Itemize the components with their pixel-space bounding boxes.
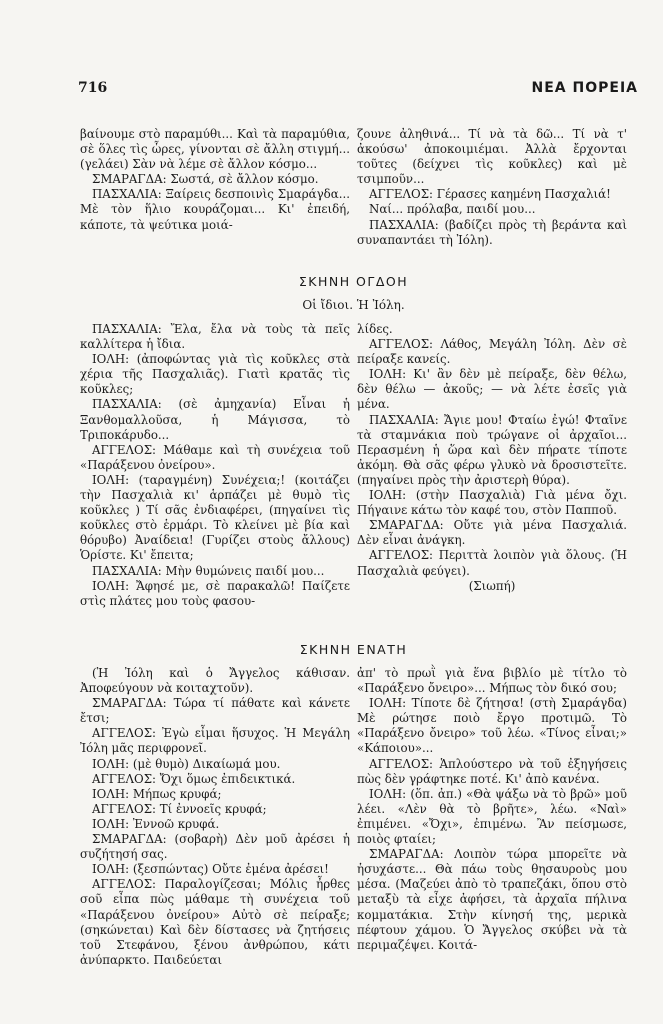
block1-right-column (357, 127, 627, 248)
paragraph: ΣΜΑΡΑΓΔΑ: Οὔτε γιὰ μένα Πασχαλιά. Δὲν εἶναι ἀνάγκη. (357, 518, 627, 548)
paragraph: ΑΓΓΕΛΟΣ: Ἁπλούστερο νὰ τοῦ ἐξηγήσεις πὼς δὲν γράφτηκε ποτέ. Κι' ἀπὸ κανένα. (357, 756, 627, 786)
paragraph: ΠΑΣΧΑΛΙΑ: Ξαίρεις δεσποινὶς Σμαράγδα... Μὲ τὸν ἥλιο κουράζομαι... Κι' ἐπειδή, κάποτε, τὰ ψεύτικα μοιά- (80, 187, 350, 232)
paragraph: ΣΜΑΡΑΓΔΑ: Τώρα τί πάθατε καὶ κάνετε ἔτσι; (80, 696, 350, 726)
paragraph: ΙΟΛΗ: Ἄφησέ με, σὲ παρακαλῶ! Παίζετε στὶς πλάτες μου τοὺς φασου- (80, 578, 350, 608)
paragraph: ΙΟΛΗ: (μὲ θυμὸ) Δικαίωμά μου. (92, 756, 281, 771)
paragraph: ΙΟΛΗ: Κι' ἂν δὲν μὲ πείραξε, δὲν θέλω, δὲν θέλω — ἀκοῦς; — νὰ λέτε ἐσεῖς γιὰ μένα. (357, 367, 627, 412)
paragraph: ΙΟΛΗ: (ἀποφώντας γιὰ τὶς κοῦκλες στὰ χέρια τῆς Πασχαλιᾶς). Γιατὶ κρατᾶς τὶς κοῦκλες; (80, 352, 350, 397)
paragraph: ΙΟΛΗ: (ὅπ. ἀπ.) «Θὰ ψάξω νὰ τὸ βρῶ» μοῦ λέει. «Λὲν θὰ τὸ βρῆτε», λέω. «Ναὶ» ἐπιμένει. «Ὄχι», ἐπιμένω. Ἂν πείσμωσε, ποιὸς φταίει; (357, 786, 627, 847)
paragraph: ἀπ' τὸ πρωῒ γιὰ ἕνα βιβλίο μὲ τίτλο τὸ «Παράξενο ὄνειρο»... Μήπως τὸν δικό σου; (357, 666, 627, 696)
paragraph: ΠΑΣΧΑΛΙΑ: Ἔλα, ἔλα νὰ τοὺς τὰ πεῖς καλλίτερα ἡ ἴδια. (80, 322, 350, 352)
paragraph: (Ἡ Ἰόλη καὶ ὁ Ἄγγελος κάθισαν. Ἀποφεύγουν νὰ κοιταχτοῦν). (80, 666, 350, 696)
paragraph: ΑΓΓΕΛΟΣ: Λάθος, Μεγάλη Ἰόλη. Δὲν σὲ πείραξε κανείς. (357, 337, 627, 367)
paragraph: λίδες. (357, 322, 393, 336)
running-title: ΝΕΑ ΠΟΡΕΙΑ (531, 80, 638, 96)
paragraph: ΙΟΛΗ: (στὴν Πασχαλιὰ) Γιὰ μένα ὄχι. Πήγαινε κάτω τὸν καφέ του, στὸν Παπποῦ. (357, 488, 627, 518)
paragraph: ΙΟΛΗ: Τίποτε δὲ ζήτησα! (στὴ Σμαράγδα) Μὲ ρώτησε ποιὸ ἔργο προτιμῶ. Τὸ «Παράξενο ὄνειρο» τοῦ λέω. «Τίνος εἶναι;» «Κάποιου»... (357, 696, 627, 756)
paragraph: ΣΜΑΡΑΓΔΑ: Λοιπὸν τώρα μπορεῖτε νὰ ἡσυχάστε... Θὰ πάω τοὺς θησαυροὺς μου μέσα. (Μαζεύει ἀπὸ τὸ τραπεζάκι, ὅπου στὸ μεταξὺ τὰ εἶχε ἀφήσει, τὰ ἀρχαῖα πήλινα κομματάκια. Στὴν κίνησή της, μερικὰ πέφτουν χάμου. Ὁ Ἄγγελος σκύβει νὰ τὰ περιμαζέψει. Κοιτά- (357, 847, 627, 952)
paragraph: ΑΓΓΕΛΟΣ: Μάθαμε καὶ τὴ συνέχεια τοῦ «Παράξενου ὀνείρου». (80, 442, 350, 472)
paragraph: ΑΓΓΕΛΟΣ: Περιττὰ λοιπὸν γιὰ ὅλους. (Ἡ Πασχαλιὰ φεύγει). (357, 548, 627, 578)
page-number: 716 (78, 80, 108, 96)
scene8-left-column (80, 322, 350, 609)
paragraph: ΠΑΣΧΑΛΙΑ: Μὴν θυμώνεις παιδί μου... (92, 563, 325, 578)
paragraph: ΣΜΑΡΑΓΔΑ: (σοβαρὴ) Δὲν μοῦ ἀρέσει ἡ συζήτησή σας. (80, 832, 350, 862)
paragraph: ΙΟΛΗ: (ξεσπώντας) Οὔτε ἐμένα ἀρέσει! (92, 862, 329, 877)
paragraph: ΙΟΛΗ: Μήπως κρυφά; (92, 786, 222, 801)
paragraph: ΑΓΓΕΛΟΣ: Ἐγὼ εἶμαι ἥσυχος. Ἡ Μεγάλη Ἰόλη μᾶς περιφρονεῖ. (80, 726, 350, 756)
paragraph: ΣΜΑΡΑΓΔΑ: Σωστά, σὲ ἄλλον κόσμο. (92, 172, 319, 187)
paragraph: ΑΓΓΕΛΟΣ: Γέρασες καημένη Πασχαλιά! (369, 187, 611, 202)
scene-title: ΣΚΗΝΗ ΕΝΑΤΗ (299, 642, 408, 657)
paragraph: ΑΓΓΕΛΟΣ: Ὄχι ὅμως ἐπιδεικτικά. (92, 771, 296, 786)
paragraph: ΠΑΣΧΑΛΙΑ: (σὲ ἀμηχανία) Εἶναι ἡ Ξανθομαλλοῦσα, ἡ Μάγισσα, τὸ Τριποκάρυδο... (80, 397, 350, 442)
scene8-right-column (357, 322, 627, 594)
paragraph: ζουνε ἀληθινά... Τί νὰ τὰ δῶ... Τί νὰ τ' ἀκούσω' ἀποκοιμιέμαι. Ἀλλὰ ἔρχονται τοῦτες (δείχνει τὶς κοῦκλες) καὶ μὲ τσιμποῦν... (357, 127, 627, 187)
stage-note: (Σιωπή) (468, 578, 516, 593)
paragraph: ΑΓΓΕΛΟΣ: Παραλογίζεσαι; Μόλις ἦρθες σοῦ εἶπα πὼς μάθαμε τὴ συνέχεια τοῦ «Παράξενου ὀνείρου» Αὐτὸ σὲ πείραξε; (σηκώνεται) Καὶ δὲν δίστασες νὰ ζητήσεις τοῦ Στεφάνου, ξένου ἀνθρώπου, κάτι ἀνύπαρκτο. Παιδεύεται (80, 877, 350, 967)
paragraph: ΙΟΛΗ: (ταραγμένη) Συνέχεια;! (κοιτάζει τὴν Πασχαλιὰ κι' ἁρπάζει μὲ θυμὸ τὶς κοῦκλες ) Τί σᾶς ἐνδιαφέρει, (πηγαίνει τὶς κοῦκλες στὸ ἑρμάρι. Τὸ κλείνει μὲ βία καὶ θόρυβο) Ἀναίδεια! (Γυρίζει στοὺς ἄλλους) Ὁρίστε. Κι' ἔπειτα; (80, 472, 350, 563)
block1-left-column (80, 127, 350, 233)
scene-title: ΣΚΗΝΗ ΟΓΔΟΗ (298, 274, 409, 289)
scene-subtitle: Οἱ ἴδιοι. Ἡ Ἰόλη. (302, 298, 405, 312)
scene9-right-column (357, 666, 627, 953)
page-header (78, 80, 638, 102)
scene9-left-column (80, 666, 350, 968)
paragraph: Ναί... πρόλαβα, παιδί μου... (369, 202, 536, 217)
paragraph: ΑΓΓΕΛΟΣ: Τί ἐννοεῖς κρυφά; (92, 801, 267, 816)
paragraph: ΠΑΣΧΑΛΙΑ: (βαδίζει πρὸς τὴ βεράντα καὶ συναπαντάει τὴ Ἰόλη). (357, 217, 627, 247)
paragraph: ΙΟΛΗ: Ἐννοῶ κρυφά. (92, 816, 220, 831)
paragraph: βαίνουμε στὸ παραμύθι... Καὶ τὰ παραμύθια, σὲ ὅλες τὶς ὧρες, γίνονται σὲ ἄλλη στιγμή... (γελάει) Σὰν νὰ λέμε σὲ ἄλλον κόσμο... (80, 127, 350, 172)
paragraph: ΠΑΣΧΑΛΙΑ: Ἄγιε μου! Φταίω ἐγώ! Φταῖνε τὰ σταμνάκια ποὺ τρώγανε οἱ ἀρχαῖοι... Περασμένη ἡ ὥρα καὶ δὲν πήρατε τίποτε ἀκόμη. Θὰ σᾶς φέρω γλυκὸ νὰ δροσιστεῖτε. (πηγαίνει πρὸς τὴν ἀριστερὴ θύρα). (357, 412, 627, 487)
